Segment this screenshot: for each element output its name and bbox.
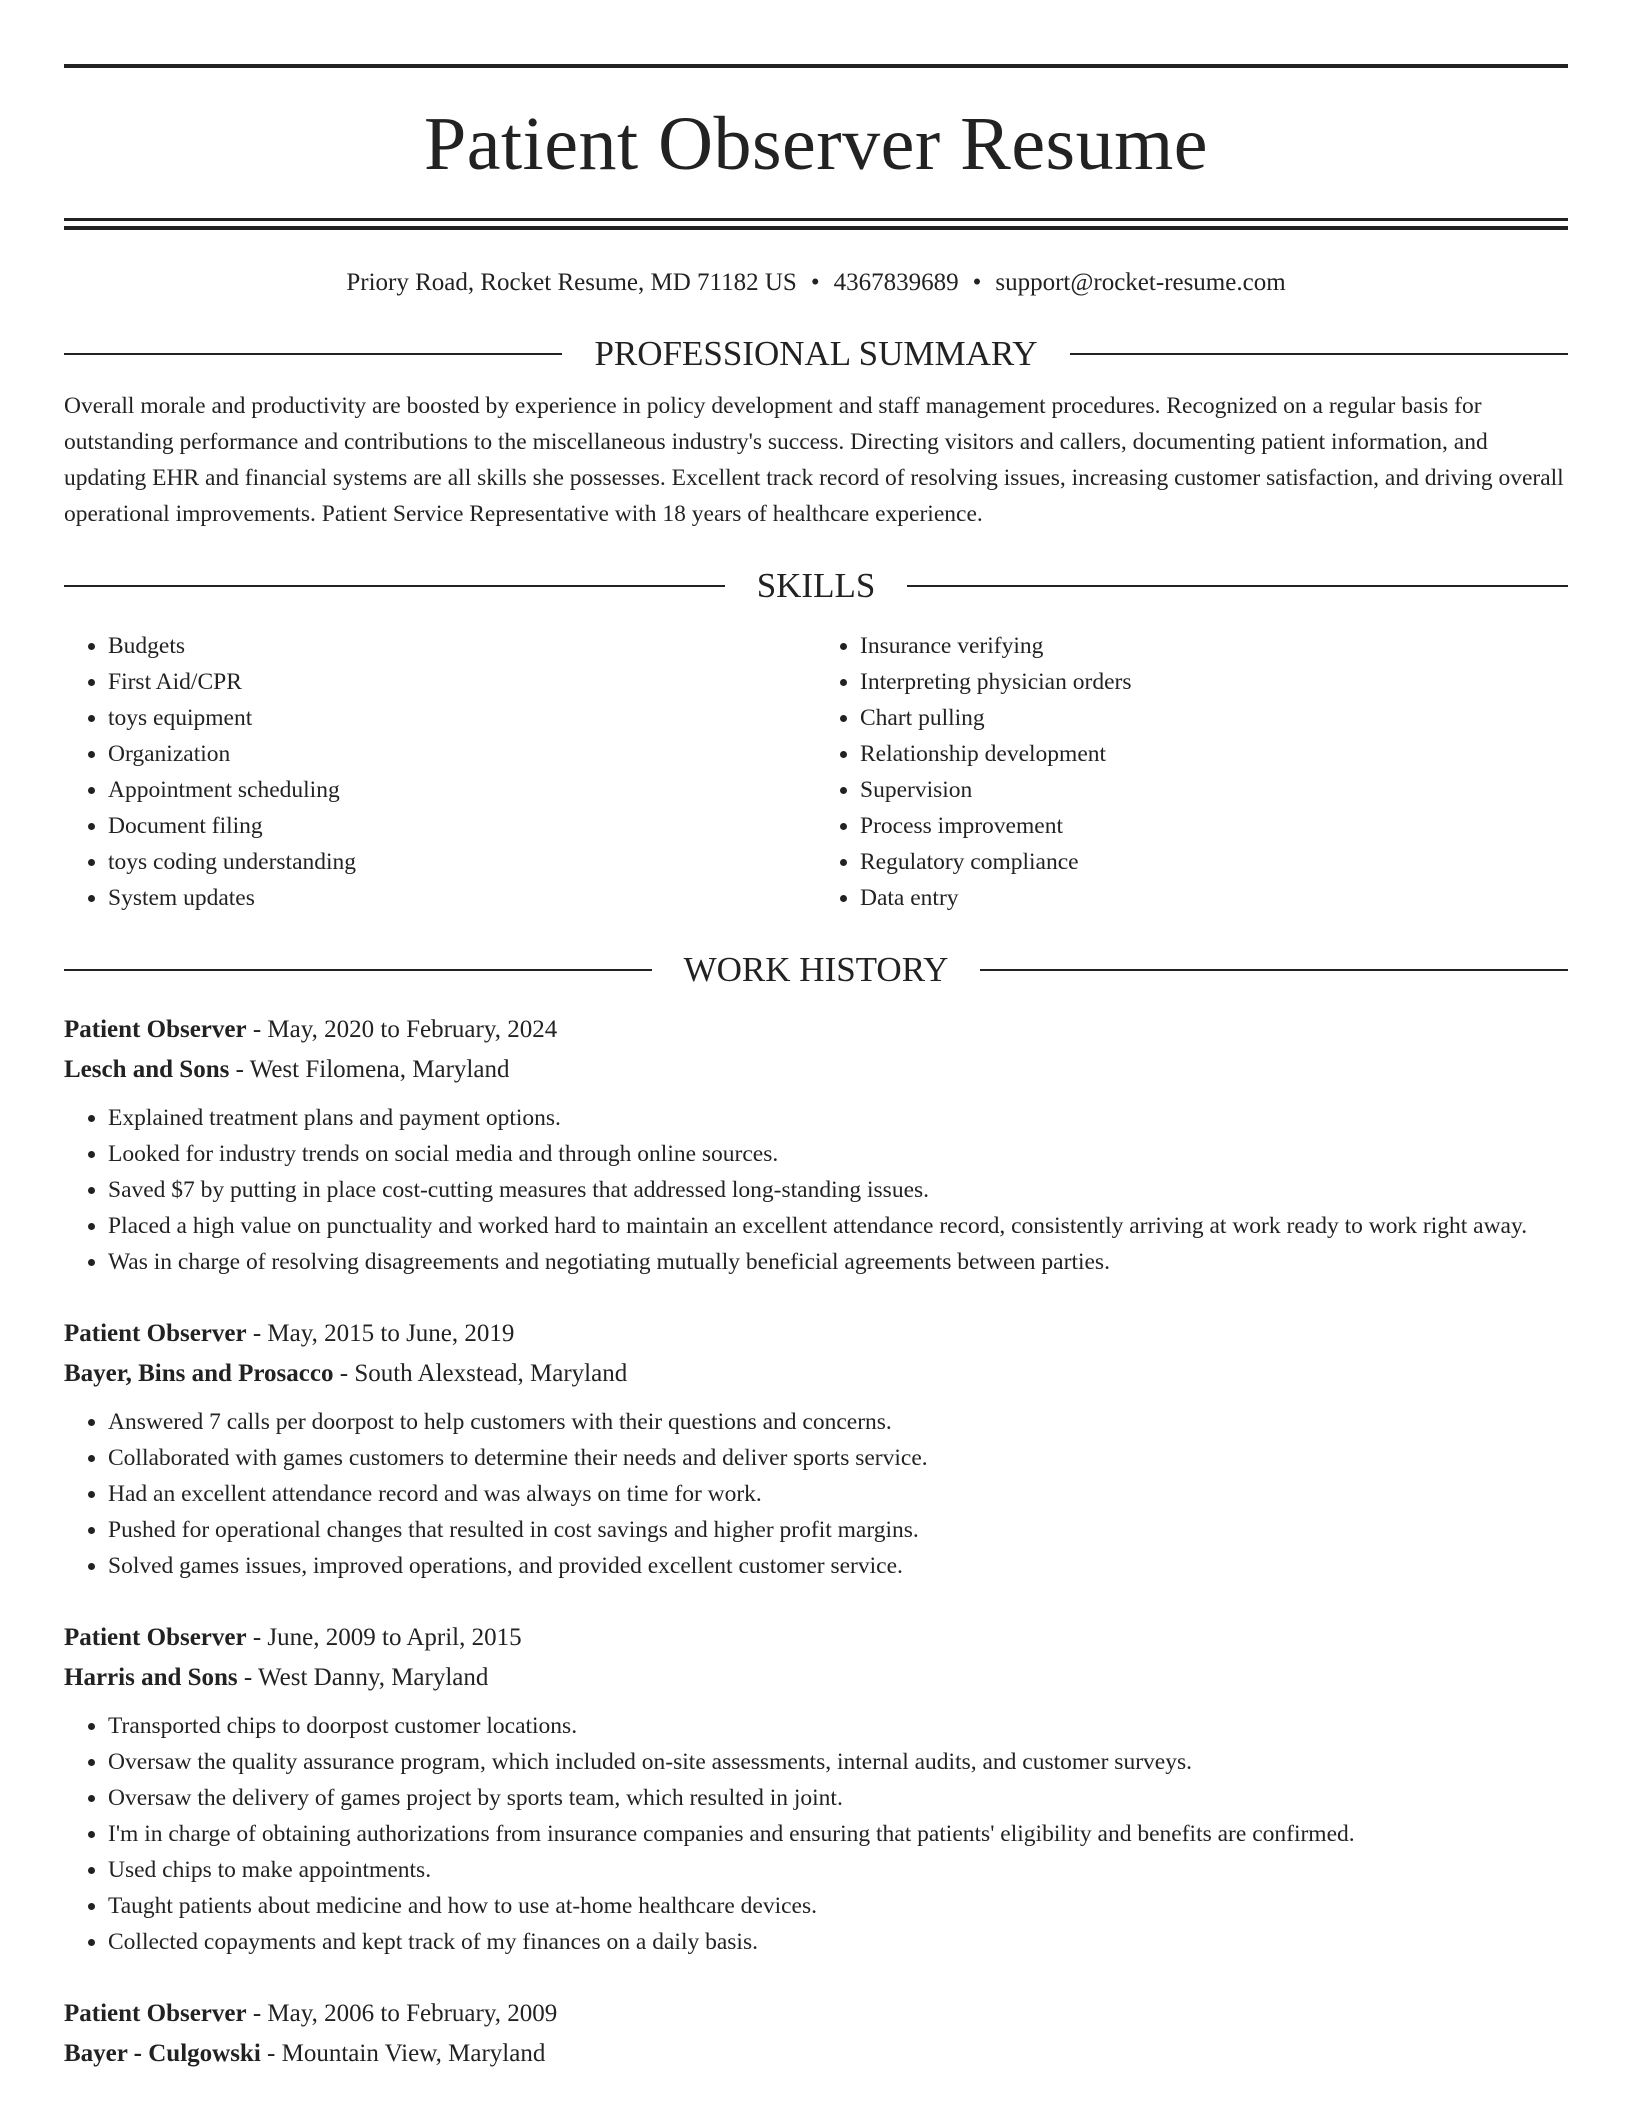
job-company-line [64,1658,1568,1698]
job-location: West Filomena, Maryland [249,1056,510,1083]
contact-address: Priory Road, Rocket Resume, MD 71182 US [346,269,797,296]
job-separator: - [260,2040,282,2067]
skills-column-left [64,628,816,916]
job-bullet: • Saved $7 by putting in place cost-cutting measures that addressed long-standing issues. [108,1172,1568,1208]
job-location: West Danny, Maryland [258,1664,489,1691]
section-title-work: WORK HISTORY [683,950,949,989]
skill-item: • First Aid/CPR [108,664,816,700]
skill-item: • Document filing [108,808,816,844]
contact-line [64,266,1568,300]
job-dates: May, 2015 to June, 2019 [267,1320,515,1347]
job-company: Bayer, Bins and Prosacco [64,1360,334,1387]
skill-item: • Chart pulling [860,700,1568,736]
job-title: Patient Observer [64,1624,247,1651]
skill-item: • Interpreting physician orders [860,664,1568,700]
section-rule [64,585,725,587]
job-title: Patient Observer [64,1016,247,1043]
job-title-line [64,1618,1568,1658]
job-company-line [64,1050,1568,1090]
job-bullets [64,1708,1568,1960]
section-header-skills [64,564,1568,608]
skill-item: • Appointment scheduling [108,772,816,808]
section-header-summary [64,332,1568,376]
job-bullet: • Transported chips to doorpost customer locations. [108,1708,1568,1744]
job-separator: - [333,1360,355,1387]
job-entry [64,1010,1568,1280]
section-header-work [64,948,1568,992]
job-bullet: • Collected copayments and kept track of my finances on a daily basis. [108,1924,1568,1960]
job-entry [64,1994,1568,2074]
section-rule [980,969,1568,971]
job-company-line [64,1354,1568,1394]
skill-item: • Budgets [108,628,816,664]
skills-list [64,628,1568,916]
job-location: Mountain View, Maryland [281,2040,546,2067]
section-rule [1070,353,1568,355]
skill-item: • Supervision [860,772,1568,808]
section-rule [907,585,1568,587]
job-bullet: • I'm in charge of obtaining authorizations from insurance companies and ensuring that patients' eligibility and benefits are confirmed. [108,1816,1568,1852]
job-bullet: • Collaborated with games customers to determine their needs and deliver sports service. [108,1440,1568,1476]
job-bullet: • Oversaw the quality assurance program, which included on-site assessments, internal audits, and customer surveys. [108,1744,1568,1780]
job-separator: - [246,1320,268,1347]
job-title-line [64,1994,1568,2034]
summary-text: Overall morale and productivity are boosted by experience in policy development and staff management procedures. Recognized on a regular basis for outstanding performance and contributions to the miscellaneous industry's success. Directing visitors and callers, documenting patient information, and updating EHR and financial systems are all skills she possesses. Excellent track record of resolving issues, increasing customer satisfaction, and driving overall operational improvements. Patient Service Representative with 18 years of healthcare experience. [64,393,1564,527]
skill-item: • Data entry [860,880,1568,916]
job-bullet: • Was in charge of resolving disagreements and negotiating mutually beneficial agreements between parties. [108,1244,1568,1280]
skills-column-right [816,628,1568,916]
job-title: Patient Observer [64,1320,247,1347]
contact-email: support@rocket-resume.com [995,269,1286,296]
job-dates: May, 2020 to February, 2024 [267,1016,558,1043]
job-bullet: • Placed a high value on punctuality and worked hard to maintain an excellent attendance record, consistently arriving at work ready to work right away. [108,1208,1568,1244]
job-bullet: • Looked for industry trends on social media and through online sources. [108,1136,1568,1172]
skill-item: • Regulatory compliance [860,844,1568,880]
job-entry [64,1618,1568,1960]
job-company: Harris and Sons [64,1664,238,1691]
top-rule [64,64,1568,68]
contact-separator: • [972,269,982,296]
job-bullets [64,1100,1568,1280]
skill-item: • System updates [108,880,816,916]
job-bullet: • Used chips to make appointments. [108,1852,1568,1888]
job-separator: - [246,2000,268,2027]
title-double-rule [64,218,1568,230]
job-separator: - [246,1624,268,1651]
section-title-summary: PROFESSIONAL SUMMARY [594,334,1038,373]
job-company-line [64,2034,1568,2074]
skill-item: • toys equipment [108,700,816,736]
job-bullets [64,1404,1568,1584]
job-bullet: • Taught patients about medicine and how to use at-home healthcare devices. [108,1888,1568,1924]
section-rule [64,353,562,355]
contact-phone: 4367839689 [833,269,959,296]
job-dates: June, 2009 to April, 2015 [267,1624,522,1651]
page-title: Patient Observer Resume [424,102,1208,186]
job-dates: May, 2006 to February, 2009 [267,2000,558,2027]
job-separator: - [229,1056,250,1083]
job-separator: - [237,1664,259,1691]
job-location: South Alexstead, Maryland [354,1360,628,1387]
skill-item: • Relationship development [860,736,1568,772]
section-rule [64,969,652,971]
contact-separator: • [810,269,820,296]
job-separator: - [246,1016,268,1043]
job-title-line [64,1314,1568,1354]
section-title-skills: SKILLS [756,566,876,605]
skill-item: • Process improvement [860,808,1568,844]
skill-item: • Insurance verifying [860,628,1568,664]
job-bullet: • Oversaw the delivery of games project by sports team, which resulted in joint. [108,1780,1568,1816]
job-bullet: • Pushed for operational changes that resulted in cost savings and higher profit margins. [108,1512,1568,1548]
skill-item: • Organization [108,736,816,772]
job-bullet: • Had an excellent attendance record and was always on time for work. [108,1476,1568,1512]
job-bullet: • Solved games issues, improved operations, and provided excellent customer service. [108,1548,1568,1584]
skill-item: • toys coding understanding [108,844,816,880]
job-title-line [64,1010,1568,1050]
job-company: Bayer - Culgowski [64,2040,261,2067]
job-company: Lesch and Sons [64,1056,230,1083]
job-title: Patient Observer [64,2000,247,2027]
job-bullet: • Answered 7 calls per doorpost to help customers with their questions and concerns. [108,1404,1568,1440]
work-history-list [64,1010,1568,2074]
job-entry [64,1314,1568,1584]
resume-page [64,64,1568,2074]
job-bullet: • Explained treatment plans and payment options. [108,1100,1568,1136]
